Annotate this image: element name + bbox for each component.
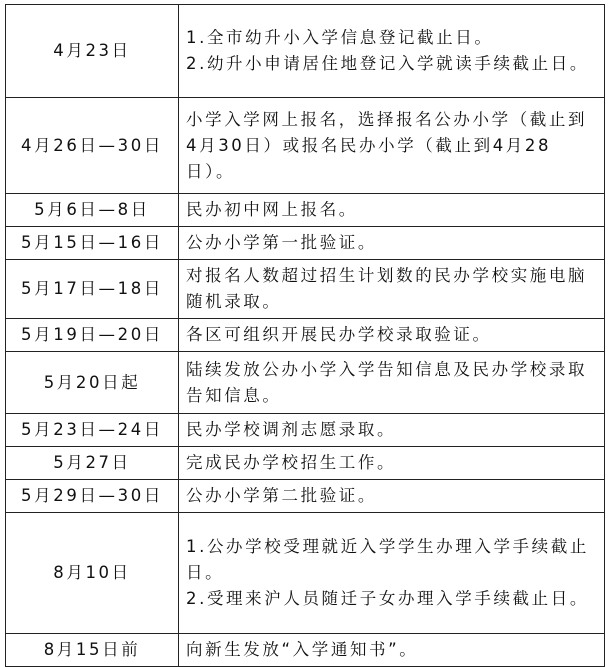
date-cell: 5月20日起 bbox=[6, 352, 179, 414]
description-cell bbox=[179, 414, 605, 447]
table-row bbox=[6, 352, 605, 414]
date-cell: 5月6日—8日 bbox=[6, 194, 179, 227]
table-row bbox=[6, 634, 605, 667]
description-cell bbox=[179, 480, 605, 513]
table-row bbox=[6, 447, 605, 480]
schedule-body bbox=[6, 5, 605, 667]
table-row bbox=[6, 513, 605, 634]
description-line: 公办小学第一批验证。 bbox=[186, 233, 377, 252]
table-row bbox=[6, 98, 605, 194]
date-cell: 5月19日—20日 bbox=[6, 319, 179, 352]
date-cell: 8月10日 bbox=[6, 513, 179, 634]
description-cell bbox=[179, 352, 605, 414]
description-cell bbox=[179, 5, 605, 98]
description-cell bbox=[179, 227, 605, 260]
date-cell: 4月26日—30日 bbox=[6, 98, 179, 194]
table-row bbox=[6, 5, 605, 98]
table-row bbox=[6, 227, 605, 260]
description-line: 民办初中网上报名。 bbox=[186, 200, 358, 219]
description-cell bbox=[179, 513, 605, 634]
description-cell bbox=[179, 634, 605, 667]
date-cell: 5月17日—18日 bbox=[6, 260, 179, 319]
table-row bbox=[6, 194, 605, 227]
description-cell bbox=[179, 319, 605, 352]
description-line: 公办小学第二批验证。 bbox=[186, 486, 377, 505]
description-cell bbox=[179, 260, 605, 319]
description-line: 民办学校调剂志愿录取。 bbox=[186, 420, 397, 439]
table-row bbox=[6, 414, 605, 447]
description-line: 陆续发放公办小学入学告知信息及民办学校录取告知信息。 bbox=[186, 359, 588, 405]
description-line: 1.公办学校受理就近入学学生办理入学手续截止日。 bbox=[186, 537, 589, 582]
table-row bbox=[6, 319, 605, 352]
date-cell: 4月23日 bbox=[6, 5, 179, 98]
description-line: 1.全市幼升小入学信息登记截止日。 bbox=[186, 28, 494, 47]
admission-schedule-table bbox=[5, 4, 605, 667]
date-cell: 5月29日—30日 bbox=[6, 480, 179, 513]
date-cell: 5月15日—16日 bbox=[6, 227, 179, 260]
table-row bbox=[6, 480, 605, 513]
description-line: 对报名人数超过招生计划数的民办学校实施电脑随机录取。 bbox=[186, 266, 588, 311]
description-line: 向新生发放“入学通知书”。 bbox=[186, 640, 419, 659]
table-row bbox=[6, 260, 605, 319]
date-cell: 5月23日—24日 bbox=[6, 414, 179, 447]
description-line: 小学入学网上报名，选择报名公办小学（截止到4月30日）或报名民办小学（截止到4月28日）。 bbox=[186, 109, 588, 181]
description-line: 完成民办学校招生工作。 bbox=[186, 453, 397, 472]
description-cell bbox=[179, 194, 605, 227]
description-cell bbox=[179, 98, 605, 194]
date-cell: 8月15日前 bbox=[6, 634, 179, 667]
description-line: 各区可组织开展民办学校录取验证。 bbox=[186, 325, 492, 344]
description-line: 2.受理来沪人员随迁子女办理入学手续截止日。 bbox=[186, 589, 589, 608]
description-line: 2.幼升小申请居住地登记入学就读手续截止日。 bbox=[186, 54, 589, 73]
description-cell bbox=[179, 447, 605, 480]
date-cell: 5月27日 bbox=[6, 447, 179, 480]
